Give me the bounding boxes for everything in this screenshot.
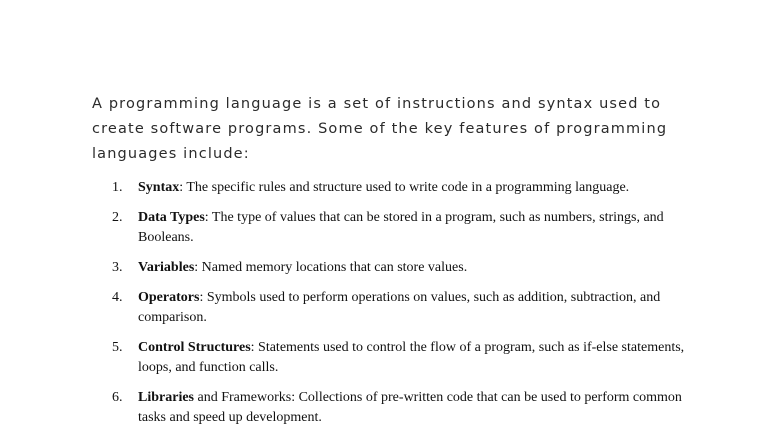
list-item bbox=[112, 208, 702, 248]
list-number: 2. bbox=[112, 210, 123, 225]
feature-description: : Named memory locations that can store values. bbox=[194, 260, 468, 275]
feature-term: Data Types bbox=[138, 210, 205, 225]
feature-description: : The specific rules and structure used to write code in a programming language. bbox=[179, 180, 630, 195]
features-list bbox=[112, 178, 702, 438]
list-item bbox=[112, 178, 702, 198]
list-item bbox=[112, 338, 702, 378]
feature-description: : Statements used to control the flow of a program, such as if-else statements, loops, and function calls. bbox=[138, 340, 685, 375]
list-number: 5. bbox=[112, 340, 123, 355]
intro-paragraph: A programming language is a set of instructions and syntax used to create software programs. Some of the key features of programming languages include: bbox=[92, 96, 668, 162]
list-number: 3. bbox=[112, 260, 123, 275]
list-number: 6. bbox=[112, 390, 123, 405]
feature-description: : Symbols used to perform operations on values, such as addition, subtraction, and comparison. bbox=[138, 290, 661, 325]
list-item bbox=[112, 388, 702, 428]
list-item bbox=[112, 258, 702, 278]
feature-description: : The type of values that can be stored in a program, such as numbers, strings, and Booleans. bbox=[138, 210, 664, 245]
feature-term: Libraries bbox=[138, 390, 194, 405]
list-item bbox=[112, 288, 702, 328]
feature-term: Control Structures bbox=[138, 340, 251, 355]
feature-term: Syntax bbox=[138, 180, 180, 195]
list-number: 1. bbox=[112, 180, 123, 195]
feature-description: and Frameworks: Collections of pre-written code that can be used to perform common tasks and speed up development. bbox=[138, 390, 682, 425]
list-number: 4. bbox=[112, 290, 123, 305]
feature-term: Operators bbox=[138, 290, 200, 305]
feature-term: Variables bbox=[138, 260, 195, 275]
